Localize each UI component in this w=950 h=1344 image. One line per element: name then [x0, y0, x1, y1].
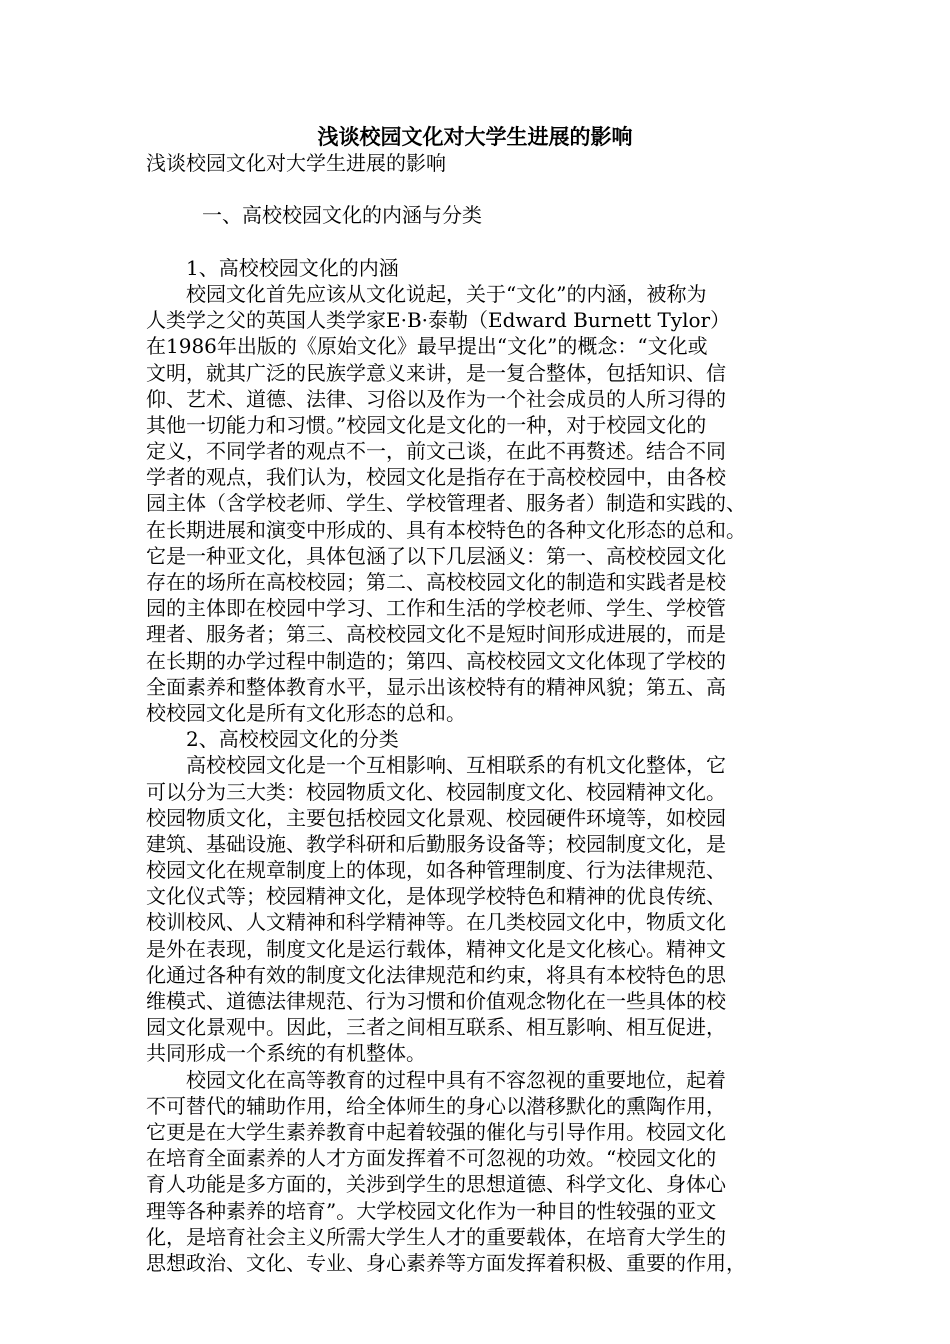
paragraph-line: 仰、艺术、道德、法律、习俗以及作为一个社会成员的人所习得的	[146, 386, 726, 411]
paragraph-line: 在1986年出版的《原始文化》最早提出“文化”的概念：“文化或	[146, 334, 708, 359]
paragraph-line: 学者的观点，我们认为，校园文化是指存在于高校校园中，由各校	[146, 465, 726, 490]
paragraph-line: 校园文化首先应该从文化说起，关于“文化”的内涵，被称为	[186, 281, 707, 306]
paragraph-line: 化，是培育社会主义所需大学生人才的重要载体，在培育大学生的	[146, 1224, 726, 1249]
paragraph-line: 校训校风、人文精神和科学精神等。在几类校园文化中，物质文化	[146, 910, 726, 935]
paragraph-line: 它是一种亚文化，具体包涵了以下几层涵义：第一、高校校园文化	[146, 543, 726, 568]
paragraph-line: 园主体（含学校老师、学生、学校管理者、服务者）制造和实践的、	[146, 491, 746, 516]
paragraph-line: 不可替代的辅助作用，给全体师生的身心以潜移默化的熏陶作用，	[146, 1093, 726, 1118]
document-body	[146, 150, 806, 1276]
paragraph-line: 它更是在大学生素养教育中起着较强的催化与引导作用。校园文化	[146, 1119, 726, 1144]
paragraph-line: 化通过各种有效的制度文化法律规范和约束，将具有本校特色的思	[146, 962, 726, 987]
subsection-heading: 2、高校校园文化的分类	[186, 727, 399, 752]
paragraph-line: 园的主体即在校园中学习、工作和生活的学校老师、学生、学校管	[146, 596, 726, 621]
paragraph-line: 思想政治、文化、专业、身心素养等方面发挥着积极、重要的作用，	[146, 1250, 746, 1275]
blank-line	[146, 176, 806, 202]
document-title: 浅谈校园文化对大学生进展的影响	[317, 124, 633, 149]
paragraph-line: 理者、服务者；第三、高校校园文化不是短时间形成进展的，而是	[146, 622, 726, 647]
paragraph-line: 育人功能是多方面的，关涉到学生的思想道德、科学文化、身体心	[146, 1172, 726, 1197]
paragraph-line: 园文化景观中。因此，三者之间相互联系、相互影响、相互促进，	[146, 1015, 726, 1040]
paragraph-line: 在长期的办学过程中制造的；第四、高校校园文文化体现了学校的	[146, 648, 726, 673]
paragraph-line: 定义，不同学者的观点不一，前文己谈，在此不再赘述。结合不同	[146, 439, 726, 464]
subsection-heading: 1、高校校园文化的内涵	[186, 255, 399, 280]
paragraph-line: 文明，就其广泛的民族学意义来讲，是一复合整体，包括知识、信	[146, 360, 726, 385]
paragraph-line: 校校园文化是所有文化形态的总和。	[146, 700, 466, 725]
paragraph-line: 校园文化在规章制度上的体现，如各种管理制度、行为法律规范、	[146, 858, 726, 883]
paragraph-line: 共同形成一个系统的有机整体。	[146, 1041, 426, 1066]
paragraph-line: 是外在表现，制度文化是运行载体，精神文化是文化核心。精神文	[146, 936, 726, 961]
paragraph	[146, 752, 806, 1066]
paragraph-line: 可以分为三大类：校园物质文化、校园制度文化、校园精神文化。	[146, 779, 726, 804]
paragraph	[146, 281, 806, 726]
paragraph	[146, 1067, 806, 1277]
paragraph-line: 人类学之父的英国人类学家E·B·泰勒（Edward Burnett Tylor）	[146, 308, 731, 333]
paragraph-line: 维模式、道德法律规范、行为习惯和价值观念物化在一些具体的校	[146, 989, 726, 1013]
paragraph-line: 高校校园文化是一个互相影响、互相联系的有机文化整体，它	[186, 753, 726, 778]
paragraph-line: 建筑、基础设施、教学科研和后勤服务设备等；校园制度文化，是	[146, 831, 726, 856]
paragraph-line: 在长期进展和演变中形成的、具有本校特色的各种文化形态的总和。	[146, 517, 746, 542]
section-heading: 一、高校校园文化的内涵与分类	[202, 203, 482, 228]
paragraph-line: 校园文化在高等教育的过程中具有不容忽视的重要地位，起着	[186, 1067, 726, 1092]
paragraph-line: 文化仪式等；校园精神文化，是体现学校特色和精神的优良传统、	[146, 884, 726, 909]
paragraph-line: 理等各种素养的培育”。大学校园文化作为一种目的性较强的亚文	[146, 1198, 717, 1223]
paragraph-line: 存在的场所在高校校园；第二、高校校园文化的制造和实践者是校	[146, 570, 726, 594]
blank-line	[146, 229, 806, 255]
paragraph-line: 在培育全面素养的人才方面发挥着不可忽视的功效。“校园文化的	[146, 1146, 717, 1171]
paragraph-line: 其他一切能力和习惯。”校园文化是文化的一种，对于校园文化的	[146, 412, 707, 437]
paragraph-line: 全面素养和整体教育水平，显示出该校特有的精神风貌；第五、高	[146, 674, 726, 699]
document-subtitle: 浅谈校园文化对大学生进展的影响	[146, 151, 446, 175]
paragraph-line: 校园物质文化，主要包括校园文化景观、校园硬件环境等，如校园	[146, 805, 726, 830]
